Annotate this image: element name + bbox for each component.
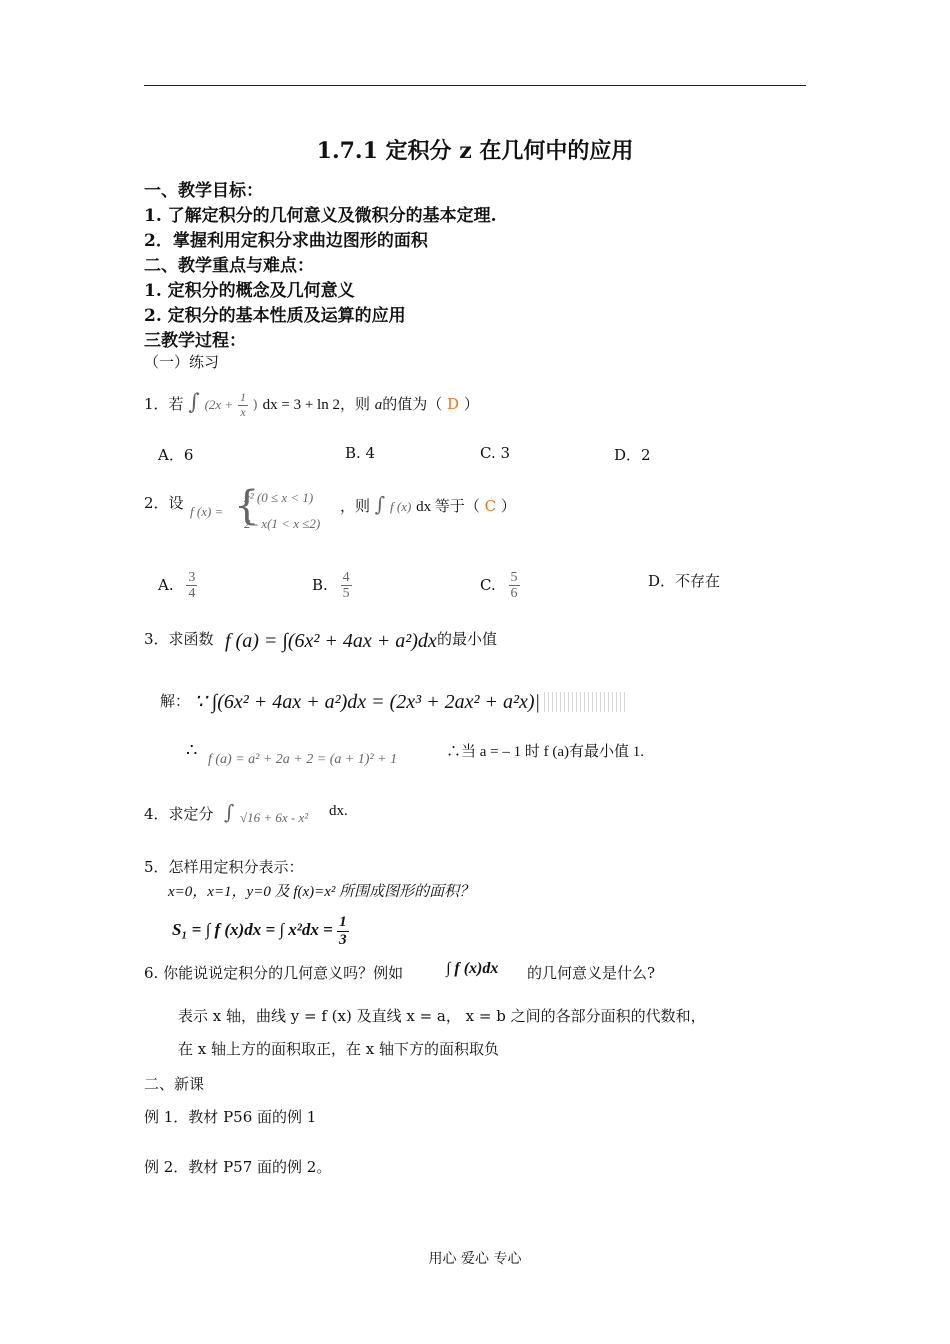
q6-tail: 的几何意义是什么? bbox=[527, 964, 656, 982]
q5-fraction bbox=[337, 914, 349, 948]
new-lesson-heading: 二、新课 bbox=[144, 1075, 205, 1093]
q3-line2-expr: f (a) = a² + 2a + 2 = (a + 1)² + 1 bbox=[208, 752, 398, 767]
q3-expr: f (a) = ∫(6x² + 4ax + a²)dx bbox=[225, 630, 437, 652]
page-title: 1.7.1 定积分 z 在几何中的应用 bbox=[316, 138, 634, 164]
q2-option-c bbox=[480, 570, 520, 602]
q1-expr-a: (2x + bbox=[204, 397, 234, 412]
page-footer: 用心 爱心 专心 bbox=[428, 1251, 522, 1267]
q6-answer-1: 表示 x 轴，曲线 y = f (x) 及直线 x = a， x = b 之间的各部分面积的代数和， bbox=[178, 1007, 706, 1025]
q5-frac-den: 3 bbox=[339, 931, 347, 948]
q2-opt-c-num: 5 bbox=[510, 570, 518, 585]
q5-lead: 5．怎样用定积分表示： bbox=[144, 858, 304, 876]
header-rule bbox=[144, 85, 806, 86]
q2-opt-a-frac bbox=[186, 570, 197, 602]
q2-opt-c-den: 6 bbox=[510, 586, 518, 602]
integral-sign: ∫ bbox=[374, 492, 386, 516]
q1-tail: 的值为（ bbox=[382, 395, 443, 413]
q3-lead: 3．求函数 bbox=[144, 630, 214, 648]
q6-answer-2: 在 x 轴上方的面积取正，在 x 轴下方的面积取负 bbox=[178, 1040, 499, 1058]
q2-fx: f (x) = bbox=[190, 504, 224, 519]
q3-solution-expr: ∵ ∫(6x² + 4ax + a²)dx = (2x³ + 2ax² + a²x)| bbox=[194, 691, 541, 713]
q1-lead: 1．若 bbox=[144, 395, 184, 413]
q1-rest: dx = 3 + ln 2，则 bbox=[262, 397, 370, 413]
q2-rest: dx 等于（ bbox=[416, 499, 480, 515]
practice-heading: （一）练习 bbox=[144, 353, 220, 371]
therefore-symbol: ∴ bbox=[186, 740, 198, 761]
q2-then: ，则 bbox=[340, 497, 371, 515]
q2-opt-a-label: A. bbox=[158, 575, 174, 594]
q1-option-c: C. 3 bbox=[480, 444, 511, 462]
q2-opt-b-den: 5 bbox=[342, 586, 350, 602]
q1-option-a: A．6 bbox=[158, 446, 194, 464]
example-1: 例 1．教材 P56 面的例 1 bbox=[144, 1108, 317, 1126]
key-heading: 二、教学重点与难点： bbox=[144, 256, 314, 276]
goals-heading: 一、教学目标： bbox=[144, 181, 263, 201]
q1-frac-den: x bbox=[240, 404, 246, 419]
brace-icon: { bbox=[234, 483, 260, 529]
example-2: 例 2．教材 P57 面的例 2。 bbox=[144, 1158, 332, 1176]
q2-answer: C bbox=[484, 497, 497, 515]
q3-solution-label: 解： bbox=[160, 692, 191, 710]
q3-tail: 的最小值 bbox=[437, 630, 498, 648]
q2-opt-b-label: B. bbox=[312, 575, 328, 594]
goal-1: 1. 了解定积分的几何意义及微积分的基本定理. bbox=[144, 206, 497, 226]
q1-frac-num: 1 bbox=[239, 390, 246, 405]
q5-formula-text: S₁ = ∫ f (x)dx = ∫ x²dx = bbox=[172, 919, 333, 939]
q2-opt-a-num: 3 bbox=[188, 570, 196, 585]
goal-2: 2．掌握利用定积分求曲边图形的面积 bbox=[144, 231, 428, 251]
q2-case-2: 2 - x(1 < x ≤2) bbox=[244, 516, 321, 531]
q5-formula bbox=[172, 914, 349, 948]
q1-close: ） bbox=[463, 395, 479, 413]
q1-answer: D bbox=[447, 395, 460, 413]
process-heading: 三教学过程： bbox=[144, 331, 246, 351]
q2-option-b bbox=[312, 570, 352, 602]
q2-opt-b-frac bbox=[341, 570, 352, 602]
q6-lead: 6. 你能说说定积分的几何意义吗？例如 bbox=[144, 964, 404, 982]
q2-opt-b-num: 4 bbox=[342, 570, 350, 585]
q5-line2: x=0，x=1，y=0 及 f(x)=x² 所围成图形的面积？ bbox=[168, 884, 475, 900]
q1-option-d: D．2 bbox=[614, 446, 651, 464]
q4-lead: 4．求定分 bbox=[144, 805, 214, 823]
key-2: 2. 定积分的基本性质及运算的应用 bbox=[144, 306, 406, 326]
question-2-tail bbox=[340, 492, 516, 516]
integral-sign: ∫ bbox=[188, 390, 200, 415]
q1-fraction bbox=[238, 391, 248, 418]
q2-opt-c-label: C. bbox=[480, 575, 496, 594]
q3-line2-tail: ∴当 a = – 1 时 f (a)有最小值 1. bbox=[446, 744, 645, 760]
q1-option-b: B. 4 bbox=[345, 444, 376, 462]
q1-expr-b: ) bbox=[252, 398, 258, 413]
q2-lead: 2．设 bbox=[144, 494, 184, 512]
q2-opt-a-den: 4 bbox=[188, 586, 196, 602]
q2-opt-c-frac bbox=[509, 570, 520, 602]
q2-option-d: D．不存在 bbox=[648, 572, 721, 590]
q6-expr: ∫ f (x)dx bbox=[446, 960, 499, 977]
q2-int-body: f (x) bbox=[390, 499, 412, 514]
q2-case-1: x² (0 ≤ x < 1) bbox=[244, 490, 314, 505]
q4-expr: √16 + 6x - x² bbox=[240, 810, 309, 825]
integral-sign: ∫ bbox=[224, 800, 235, 824]
question-1 bbox=[144, 390, 479, 419]
q4-tail: dx. bbox=[329, 803, 348, 819]
garbled-image-fragment bbox=[544, 692, 626, 712]
q2-option-a bbox=[158, 570, 197, 602]
q1-var: a bbox=[374, 397, 383, 413]
q5-frac-num: 1 bbox=[339, 914, 347, 930]
key-1: 1. 定积分的概念及几何意义 bbox=[144, 281, 355, 301]
q2-close: ） bbox=[500, 497, 516, 515]
